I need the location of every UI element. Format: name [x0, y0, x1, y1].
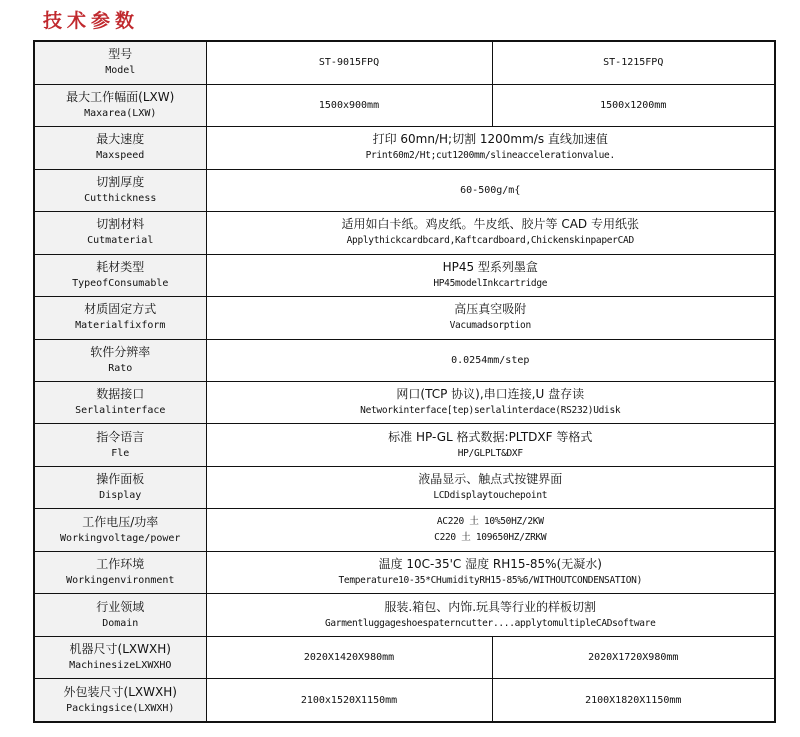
table-row-thickness — [34, 169, 775, 211]
row-label-machinesize: 机器尺寸(LXWXH) MachinesizeLXWXHO — [34, 636, 206, 678]
table-row-display — [34, 466, 775, 508]
packsize-b-cell: 2100X1820X1150mm — [492, 679, 775, 722]
voltage-value-cell: AC220 土 10%50HZ/2KW C220 土 109650HZ/ZRKW — [206, 509, 775, 551]
thickness-value-cell: 60-500g/m{ — [206, 169, 775, 211]
model-b-cell: ST-1215FPQ — [492, 41, 775, 84]
row-label-material: 切割材料 Cutmaterial — [34, 212, 206, 254]
table-row-maxarea — [34, 84, 775, 126]
table-row-language — [34, 424, 775, 466]
table-row-model — [34, 41, 775, 84]
display-value-cell: 液晶显示、触点式按键界面 LCDdisplaytouchepoint — [206, 466, 775, 508]
table-row-material — [34, 212, 775, 254]
table-row-interface — [34, 381, 775, 423]
page-title: 技术参数 — [43, 10, 140, 32]
table-row-domain — [34, 594, 775, 636]
spec-table — [33, 40, 776, 723]
consumable-value-cell: HP45 型系列墨盒 HP45modelInkcartridge — [206, 254, 775, 296]
row-label-interface: 数据接口 Serlalinterface — [34, 381, 206, 423]
row-label-consumable: 耗材类型 TypeofConsumable — [34, 254, 206, 296]
row-label-packsize: 外包装尺寸(LXWXH) Packingsice(LXWXH) — [34, 679, 206, 722]
model-a-cell: ST-9015FPQ — [206, 41, 492, 84]
fixform-value-cell: 高压真空吸附 Vacumadsorption — [206, 297, 775, 339]
table-row-voltage — [34, 509, 775, 551]
maxspeed-value-cell: 打印 60mn/H;切割 1200mm/s 直线加速值 Print60m2/Ht;cut1200mm/slineaccelerationvalue. — [206, 127, 775, 169]
table-row-ratio — [34, 339, 775, 381]
table-row-maxspeed — [34, 127, 775, 169]
row-label-maxarea: 最大工作幅面(LXW) Maxarea(LXW) — [34, 84, 206, 126]
row-label-environment: 工作环境 Workingenvironment — [34, 551, 206, 593]
row-label-fixform: 材质固定方式 Materialfixform — [34, 297, 206, 339]
row-label-model — [34, 41, 206, 84]
maxarea-a-cell: 1500x900mm — [206, 84, 492, 126]
material-value-cell: 适用如白卡纸。鸡皮纸。牛皮纸、胶片等 CAD 专用纸张 Applythickcardbcard,Kaftcardboard,ChickenskinpaperCAD — [206, 212, 775, 254]
row-label-domain: 行业领域 Domain — [34, 594, 206, 636]
domain-value-cell: 服装.箱包、内饰.玩具等行业的样板切割 Garmentluggageshoespaterncutter....applytomultipleCADsoftware — [206, 594, 775, 636]
row-label-thickness: 切割厚度 Cutthickness — [34, 169, 206, 211]
row-label-ratio: 软件分辨率 Rato — [34, 339, 206, 381]
row-label-language: 指令语言 Fle — [34, 424, 206, 466]
label-cn: 型号 — [108, 47, 133, 62]
table-row-packsize — [34, 679, 775, 722]
language-value-cell: 标准 HP-GL 格式数据:PLTDXF 等格式 HP/GLPLT&DXF — [206, 424, 775, 466]
table-row-environment — [34, 551, 775, 593]
ratio-value-cell: 0.0254mm/step — [206, 339, 775, 381]
table-row-consumable — [34, 254, 775, 296]
environment-value-cell: 温度 10C-35'C 湿度 RH15-85%(无凝水) Temperature10-35*CHumidityRH15-85%6/WITHOUTCONDENSATION) — [206, 551, 775, 593]
maxarea-b-cell: 1500x1200mm — [492, 84, 775, 126]
row-label-display: 操作面板 Display — [34, 466, 206, 508]
row-label-voltage: 工作电压/功率 Workingvoltage/power — [34, 509, 206, 551]
machinesize-a-cell: 2020X1420X980mm — [206, 636, 492, 678]
packsize-a-cell: 2100x1520X1150mm — [206, 679, 492, 722]
label-en: Model — [105, 65, 136, 77]
row-label-maxspeed: 最大速度 Maxspeed — [34, 127, 206, 169]
machinesize-b-cell: 2020X1720X980mm — [492, 636, 775, 678]
table-row-fixform — [34, 297, 775, 339]
interface-value-cell: 网口(TCP 协议),串口连接,U 盘存读 Networkinterface[tep)serlalinterdace(RS232)Udisk — [206, 381, 775, 423]
table-row-machinesize — [34, 636, 775, 678]
